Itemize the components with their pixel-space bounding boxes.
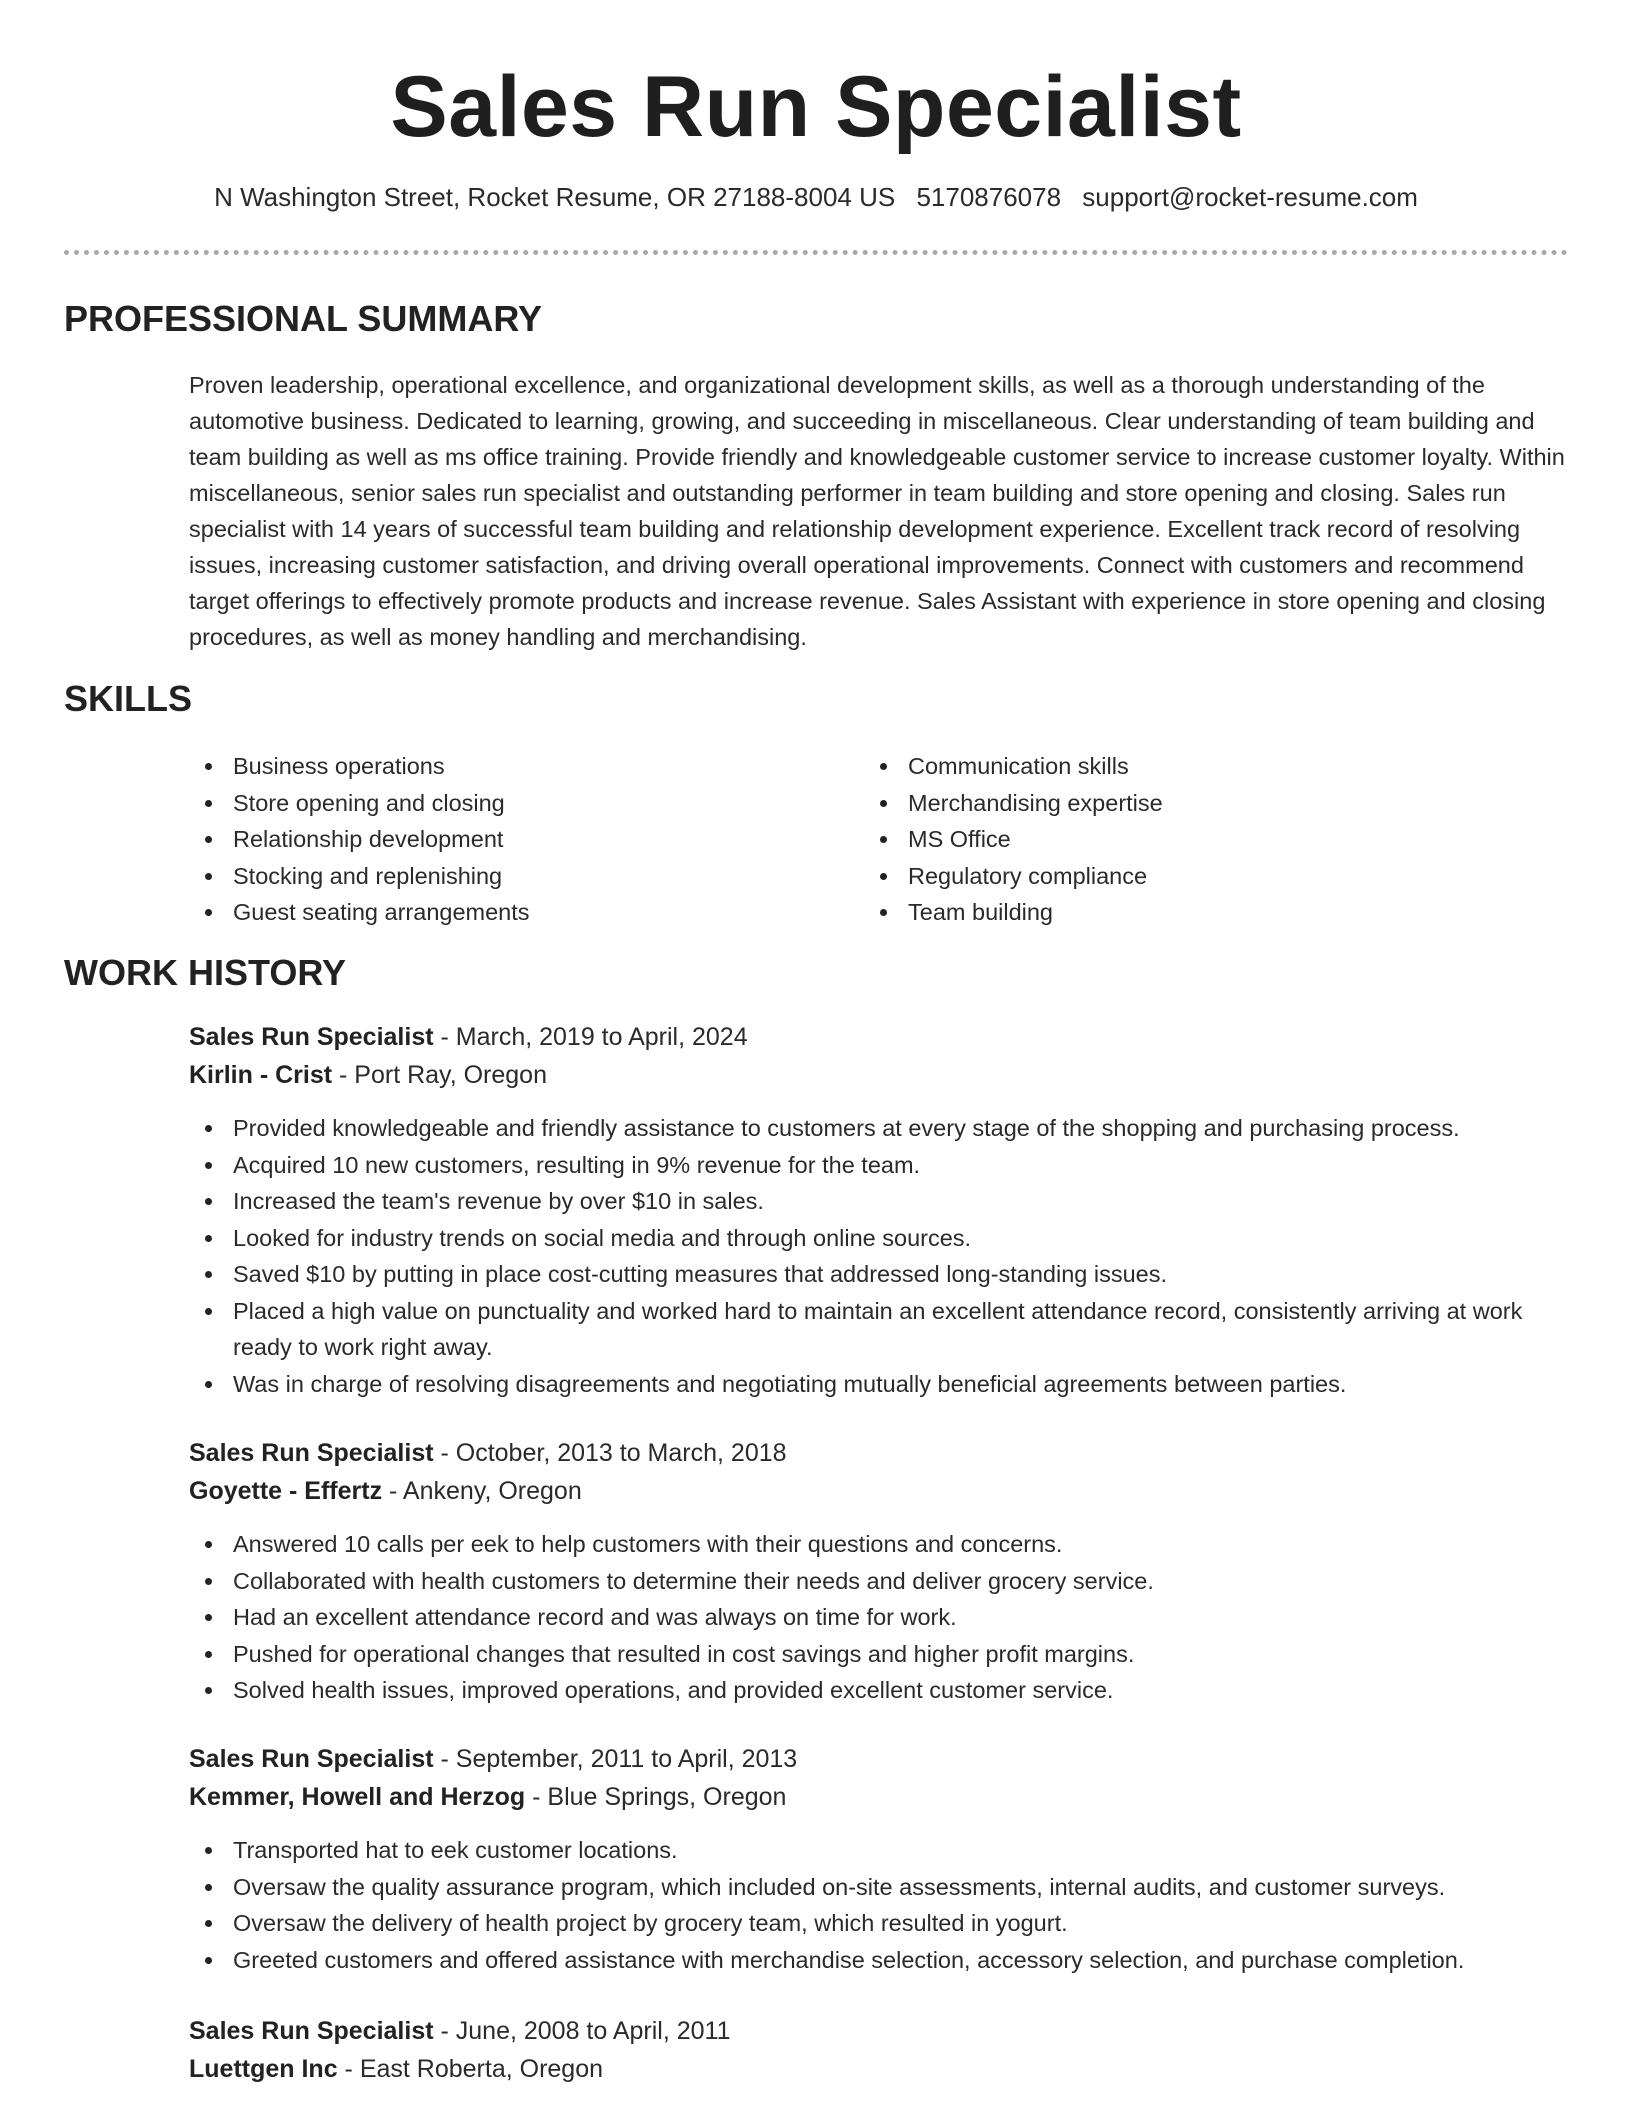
contact-phone: 5170876078 — [916, 182, 1062, 212]
duty-item: Oversaw the quality assurance program, which included on-site assessments, internal audits, and customer surveys. — [189, 1869, 1569, 1906]
job-role: Sales Run Specialist — [189, 1023, 434, 1051]
job-company-line — [189, 1056, 1569, 1094]
duty-item: Collaborated with health customers to determine their needs and deliver grocery service. — [189, 1563, 1569, 1600]
job-role: Sales Run Specialist — [189, 1745, 434, 1773]
job-company-line — [189, 1778, 1569, 1816]
job-duties — [189, 1526, 1569, 1709]
job-title-line — [189, 1018, 1569, 1056]
job-location: - East Roberta, Oregon — [337, 2055, 604, 2083]
duty-item: Transported hat to eek customer locations. — [189, 1832, 1569, 1869]
duty-item: Increased the team's revenue by over $10 in sales. — [189, 1183, 1569, 1220]
job-title-line — [189, 2012, 1569, 2050]
job-dates: - September, 2011 to April, 2013 — [433, 1745, 798, 1773]
skills-list-right — [864, 748, 1504, 931]
contact-line — [0, 182, 1632, 213]
skill-item: MS Office — [864, 821, 1504, 858]
job-company: Goyette - Effertz — [189, 1477, 383, 1505]
duty-item: Oversaw the delivery of health project by grocery team, which resulted in yogurt. — [189, 1905, 1569, 1942]
job-role: Sales Run Specialist — [189, 2017, 434, 2045]
job-company: Luettgen Inc — [189, 2055, 338, 2083]
duty-item: Provided knowledgeable and friendly assistance to customers at every stage of the shopping and purchasing process. — [189, 1110, 1569, 1147]
job-company: Kemmer, Howell and Herzog — [189, 1783, 526, 1811]
job-location: - Ankeny, Oregon — [382, 1477, 582, 1505]
job-dates: - October, 2013 to March, 2018 — [433, 1439, 787, 1467]
job-title-line — [189, 1434, 1569, 1472]
summary-heading: PROFESSIONAL SUMMARY — [64, 298, 543, 339]
skill-item: Stocking and replenishing — [189, 858, 829, 895]
skill-item: Merchandising expertise — [864, 785, 1504, 822]
duty-item: Looked for industry trends on social media and through online sources. — [189, 1220, 1569, 1257]
skills-heading: SKILLS — [64, 678, 193, 719]
job-title-line — [189, 1740, 1569, 1778]
skill-item: Store opening and closing — [189, 785, 829, 822]
job-duties — [189, 1110, 1569, 1402]
job-dates: - March, 2019 to April, 2024 — [433, 1023, 748, 1051]
header-divider — [64, 250, 1568, 255]
skill-item: Guest seating arrangements — [189, 894, 829, 931]
job-location: - Port Ray, Oregon — [332, 1061, 547, 1089]
skill-item: Communication skills — [864, 748, 1504, 785]
candidate-name: Sales Run Specialist — [390, 59, 1242, 155]
duty-item: Was in charge of resolving disagreements and negotiating mutually beneficial agreements between parties. — [189, 1366, 1569, 1403]
skills-list-left — [189, 748, 829, 931]
summary-text: Proven leadership, operational excellence, and organizational development skills, as well as a thorough understanding of the automotive business. Dedicated to learning, growing, and succeeding in miscellaneous. Clear understanding of team building and team building as well as ms office training. Provide friendly and knowledgeable customer service to increase customer loyalty. Within miscellaneous, senior sales run specialist and outstanding performer in team building and store opening and closing. Sales run specialist with 14 years of successful team building and relationship development experience. Excellent track record of resolving issues, increasing customer satisfaction, and driving overall operational improvements. Connect with customers and recommend target offerings to effectively promote products and increase revenue. Sales Assistant with experience in store opening and closing procedures, as well as money handling and merchandising. — [189, 372, 1565, 650]
job-entry — [189, 1434, 1569, 1709]
job-duties — [189, 1832, 1569, 1978]
job-entry — [189, 1740, 1569, 1978]
duty-item: Greeted customers and offered assistance with merchandise selection, accessory selection, and purchase completion. — [189, 1942, 1569, 1979]
job-dates: - June, 2008 to April, 2011 — [433, 2017, 731, 2045]
skill-item: Relationship development — [189, 821, 829, 858]
duty-item: Pushed for operational changes that resulted in cost savings and higher profit margins. — [189, 1636, 1569, 1673]
duty-item: Solved health issues, improved operations, and provided excellent customer service. — [189, 1672, 1569, 1709]
job-company-line — [189, 1472, 1569, 1510]
skill-item: Regulatory compliance — [864, 858, 1504, 895]
skill-item: Business operations — [189, 748, 829, 785]
duty-item: Placed a high value on punctuality and worked hard to maintain an excellent attendance record, consistently arriving at work ready to work right away. — [189, 1293, 1569, 1366]
job-entry — [189, 1018, 1569, 1402]
contact-address: N Washington Street, Rocket Resume, OR 27188-8004 US — [214, 182, 896, 212]
duty-item: Had an excellent attendance record and was always on time for work. — [189, 1599, 1569, 1636]
job-company: Kirlin - Crist — [189, 1061, 333, 1089]
duty-item: Saved $10 by putting in place cost-cutting measures that addressed long-standing issues. — [189, 1256, 1569, 1293]
work-history-heading: WORK HISTORY — [64, 952, 347, 993]
duty-item: Acquired 10 new customers, resulting in 9% revenue for the team. — [189, 1147, 1569, 1184]
duty-item: Answered 10 calls per eek to help customers with their questions and concerns. — [189, 1526, 1569, 1563]
job-role: Sales Run Specialist — [189, 1439, 434, 1467]
contact-email: support@rocket-resume.com — [1082, 182, 1418, 212]
job-entry — [189, 2012, 1569, 2088]
job-location: - Blue Springs, Oregon — [525, 1783, 787, 1811]
skill-item: Team building — [864, 894, 1504, 931]
job-company-line — [189, 2050, 1569, 2088]
